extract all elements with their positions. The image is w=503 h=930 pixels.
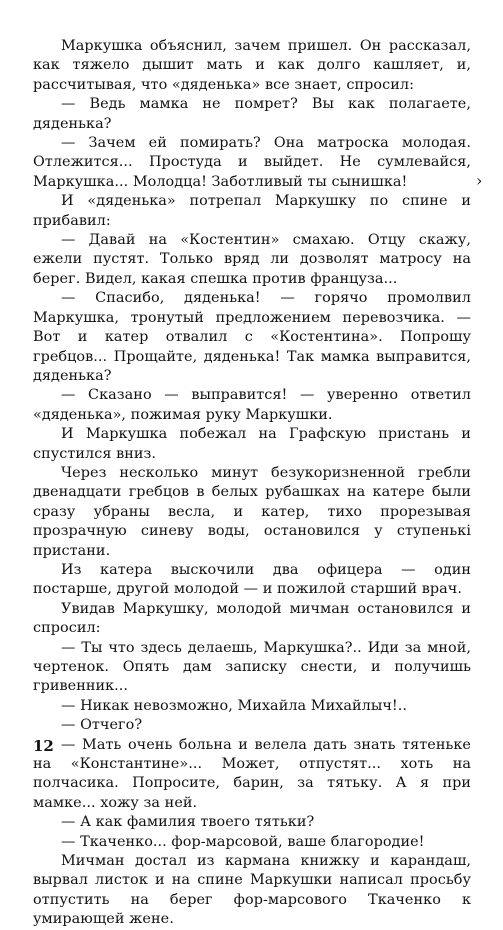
paragraph-2: — Ведь мамка не помрет? Вы как полагаете, дяденька?: [33, 96, 471, 132]
paragraph-3: — Зачем ей помирать? Она матроска молодая. Отлежится... Простуда и выйдет. Не сумлевайся, Маркушка... Молодца! Заботливый ты сынишка!: [33, 135, 471, 190]
paragraph-8: И Маркушка побежал на Графскую пристань и спустился вниз.: [33, 426, 471, 462]
paragraph-1: Маркушка объяснил, зачем пришел. Он рассказал, как тяжело дышит мать и как долго кашляет, и, рассчитывая, что «дяденька» все знает, спросил:: [33, 38, 471, 93]
margin-mark: ›: [476, 171, 483, 190]
paragraph-4: И «дяденька» потрепал Маркушку по спине и прибавил:: [33, 193, 471, 229]
page-number: 12: [33, 737, 54, 755]
paragraph-9: Через несколько минут безукоризненной гребли двенадцати гребцов в белых рубашках на катере были сразу убраны весла, и катер, тихо прорезывая прозрачную синеву воды, остановился у ступенькі пристани.: [33, 464, 471, 559]
paragraph-10: Из катера выскочили два офицера — один постарше, другой молодой — и пожилой старший врач.: [33, 561, 471, 598]
paragraph-15: — Мать очень больна и велела дать знать тятеньке на «Константине»... Может, отпустят... хоть на полчасика. Попросите, барин, за тятьку. А я при мамке... хожу за ней.: [33, 736, 471, 811]
paragraph-11: Увидав Маркушку, молодой мичман остановился и спросил:: [33, 600, 471, 637]
paragraph-14: — Отчего?: [61, 717, 143, 734]
paragraph-6: — Спасибо, дяденька! — горячо промолвил Маркушка, тронутый предложением перевозчика. — Вот и катер отвалил с «Костентина». Попрошу гребцов... Прощайте, дяденька! Так мамка выправится, дяденька?: [33, 290, 471, 384]
paragraph-7: — Сказано — выправится! — уверенно ответил «дяденька», пожимая руку Маркушки.: [33, 387, 471, 423]
page-body: [33, 37, 471, 930]
paragraph-5: — Давай на «Костентин» смахаю. Отцу скажу, ежели пустят. Только вряд ли дозволят матросу на берег. Видел, какая спешка против француза...: [33, 232, 471, 287]
paragraph-13: — Никак невозможно, Михайла Михайлыч!..: [61, 697, 407, 714]
paragraph-18: Мичман достал из кармана книжку и карандаш, вырвал листок и на спине Маркушки написал просьбу отпустить на берег фор-марсового Ткаченко к умирающей жене.: [33, 853, 471, 928]
paragraph-16: — А как фамилия твоего тятьки?: [61, 814, 315, 831]
paragraph-17: — Ткаченко... фор-марсовой, ваше благородие!: [61, 833, 425, 850]
paragraph-12: — Ты что здесь делаешь, Маркушка?.. Иди за мной, чертенок. Опять дам записку снести, и получишь гривенник...: [33, 639, 471, 695]
